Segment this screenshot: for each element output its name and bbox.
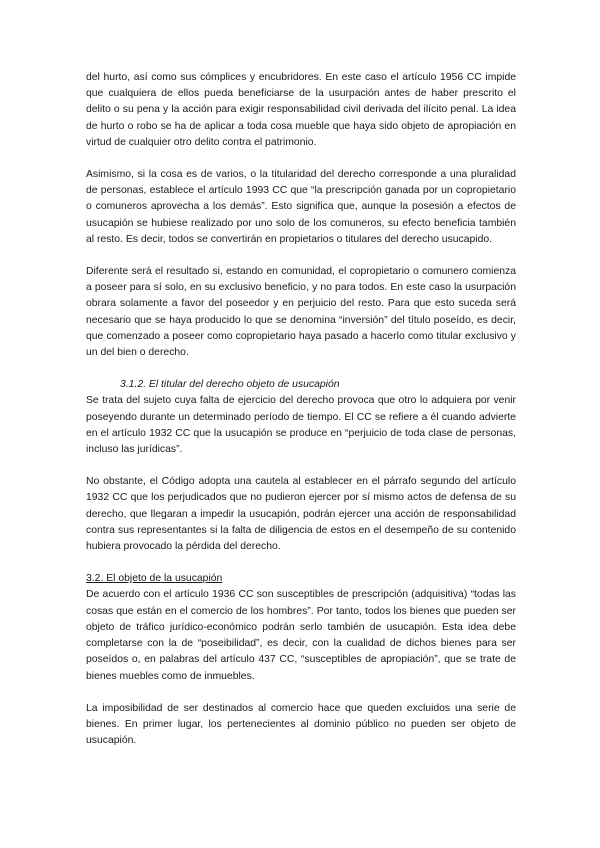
paragraph-hurto: del hurto, así como sus cómplices y encubridores. En este caso el artículo 1956 CC impide que cualquiera de ellos pueda beneficiarse de la usurpación antes de haber prescrito el delito o su pena y la acción para exigir responsabilidad civil derivada del ilícito penal. La idea de hurto o robo se ha de aplicar a toda cosa mueble que haya sido objeto de apropiación en virtud de cualquier otro delito contra el patrimonio. bbox=[86, 72, 516, 148]
paragraph-inversion: Diferente será el resultado si, estando en comunidad, el copropietario o comunero comienza a poseer para sí solo, en su exclusivo beneficio, y no para todos. En este caso la usurpación obrara solamente a favor del poseedor y en perjuicio del resto. Para que esto suceda será necesario que se haya producido lo que se denomina “inversión” del título poseído, es decir, que comenzado a poseer como copropietario haya pasado a hacerlo como titular exclusivo y un del bien o derecho. bbox=[86, 266, 516, 359]
paragraph-titular: Se trata del sujeto cuya falta de ejercicio del derecho provoca que otro lo adquiera por venir poseyendo durante un determinado período de tiempo. El CC se refiere a él cuando advierte en el artículo 1932 CC que la usucapión se produce en “perjuicio de toda clase de personas, incluso las jurídicas”. bbox=[86, 395, 516, 456]
paragraph-objeto: De acuerdo con el artículo 1936 CC son susceptibles de prescripción (adquisitiva) “todas las cosas que están en el comercio de los hombres”. Por tanto, todos los bienes que pueden ser objeto de tráfico jurídico-económico podrán serlo también de usucapión. Esta idea debe completarse con la de “poseibilidad”, es decir, con la cualidad de dichos bienes para ser poseídos o, en palabras del artículo 437 CC, “susceptibles de apropiación”, que se trate de bienes muebles como de inmuebles. bbox=[86, 589, 516, 682]
paragraph-cautela: No obstante, el Código adopta una cautela al establecer en el párrafo segundo del artículo 1932 CC que los perjudicados que no pudieron ejercer por sí mismo actos de defensa de su derecho, que llegaran a impedir la usucapión, podrán ejercer una acción de responsabilidad contra sus representantes si la falta de diligencia de estos en el desempeño de su contenido hubiera provocado la pérdida del derecho. bbox=[86, 476, 516, 553]
paragraph-imposibilidad: La imposibilidad de ser destinados al comercio hace que queden excluidos una serie de bienes. En primer lugar, los pertenecientes al dominio público no pueden ser objeto de usucapión. bbox=[86, 702, 516, 747]
subsection-heading-titular: 3.1.2. El titular del derecho objeto de usucapión bbox=[120, 379, 340, 391]
section-heading-objeto: 3.2. El objeto de la usucapión bbox=[86, 573, 223, 585]
paragraph-comuneros: Asimismo, si la cosa es de varios, o la titularidad del derecho corresponde a una pluralidad de personas, establece el artículo 1993 CC que “la prescripción ganada por un copropietario o comuneros aprovecha a los demás”. Esto significa que, aunque la posesión a efectos de usucapión se hubiese realizado por uno solo de los comuneros, su efecto beneficia también al resto. Es decir, todos se convertirán en propietarios o titulares del derecho usucapido. bbox=[86, 169, 516, 245]
